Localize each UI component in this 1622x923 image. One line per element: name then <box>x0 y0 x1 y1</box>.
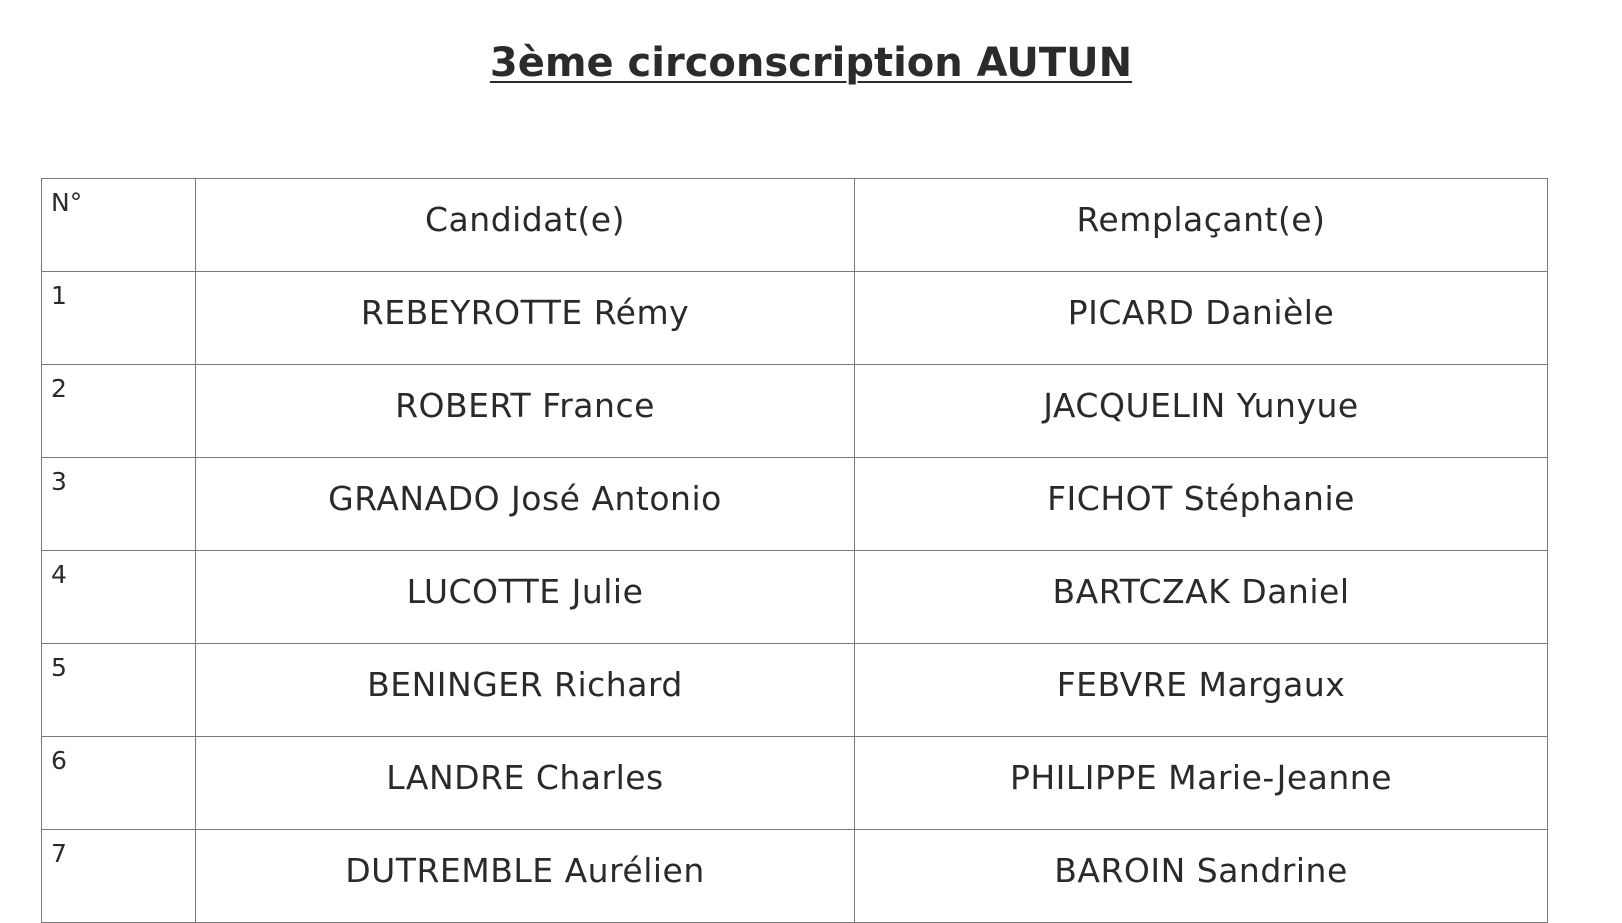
row-remplacant <box>855 830 1548 923</box>
table-row <box>42 272 1548 365</box>
row-candidat-text: ROBERT France <box>395 385 655 425</box>
page-title <box>0 38 1622 88</box>
row-candidat-text: LANDRE Charles <box>386 757 664 797</box>
row-candidat <box>196 644 855 737</box>
table-row <box>42 458 1548 551</box>
row-candidat-text: DUTREMBLE Aurélien <box>345 850 705 890</box>
table-row <box>42 551 1548 644</box>
header-candidat <box>196 179 855 272</box>
row-remplacant <box>855 551 1548 644</box>
candidates-table <box>41 178 1548 923</box>
row-remplacant <box>855 272 1548 365</box>
row-remplacant-text: PICARD Danièle <box>1067 292 1335 332</box>
page-title-text: 3ème circonscription AUTUN <box>489 40 1133 86</box>
table-row <box>42 365 1548 458</box>
header-candidat-label: Candidat(e) <box>425 199 625 239</box>
row-remplacant <box>855 458 1548 551</box>
header-num: N° <box>42 179 196 272</box>
table-row <box>42 737 1548 830</box>
row-candidat-text: BENINGER Richard <box>367 664 683 704</box>
row-remplacant-text: PHILIPPE Marie-Jeanne <box>1009 757 1393 797</box>
row-remplacant-text: BAROIN Sandrine <box>1054 850 1348 890</box>
row-candidat-text: LUCOTTE Julie <box>406 571 644 611</box>
table-row <box>42 644 1548 737</box>
row-num: 2 <box>42 365 196 458</box>
row-candidat <box>196 551 855 644</box>
row-candidat-text: GRANADO José Antonio <box>328 478 722 518</box>
header-remplacant <box>855 179 1548 272</box>
row-num: 5 <box>42 644 196 737</box>
row-candidat <box>196 365 855 458</box>
row-num: 3 <box>42 458 196 551</box>
row-remplacant-text: FICHOT Stéphanie <box>1047 478 1355 518</box>
row-remplacant-text: JACQUELIN Yunyue <box>1043 385 1359 425</box>
row-num: 1 <box>42 272 196 365</box>
row-remplacant-text: BARTCZAK Daniel <box>1052 571 1350 611</box>
row-num: 7 <box>42 830 196 923</box>
row-num: 6 <box>42 737 196 830</box>
row-remplacant <box>855 644 1548 737</box>
header-remplacant-label: Remplaçant(e) <box>1076 199 1326 239</box>
row-remplacant <box>855 737 1548 830</box>
table-row <box>42 830 1548 923</box>
row-candidat <box>196 830 855 923</box>
row-candidat <box>196 272 855 365</box>
row-remplacant <box>855 365 1548 458</box>
row-candidat <box>196 458 855 551</box>
row-num: 4 <box>42 551 196 644</box>
table-header-row <box>42 179 1548 272</box>
row-candidat <box>196 737 855 830</box>
row-remplacant-text: FEBVRE Margaux <box>1056 664 1346 704</box>
row-candidat-text: REBEYROTTE Rémy <box>360 292 690 332</box>
